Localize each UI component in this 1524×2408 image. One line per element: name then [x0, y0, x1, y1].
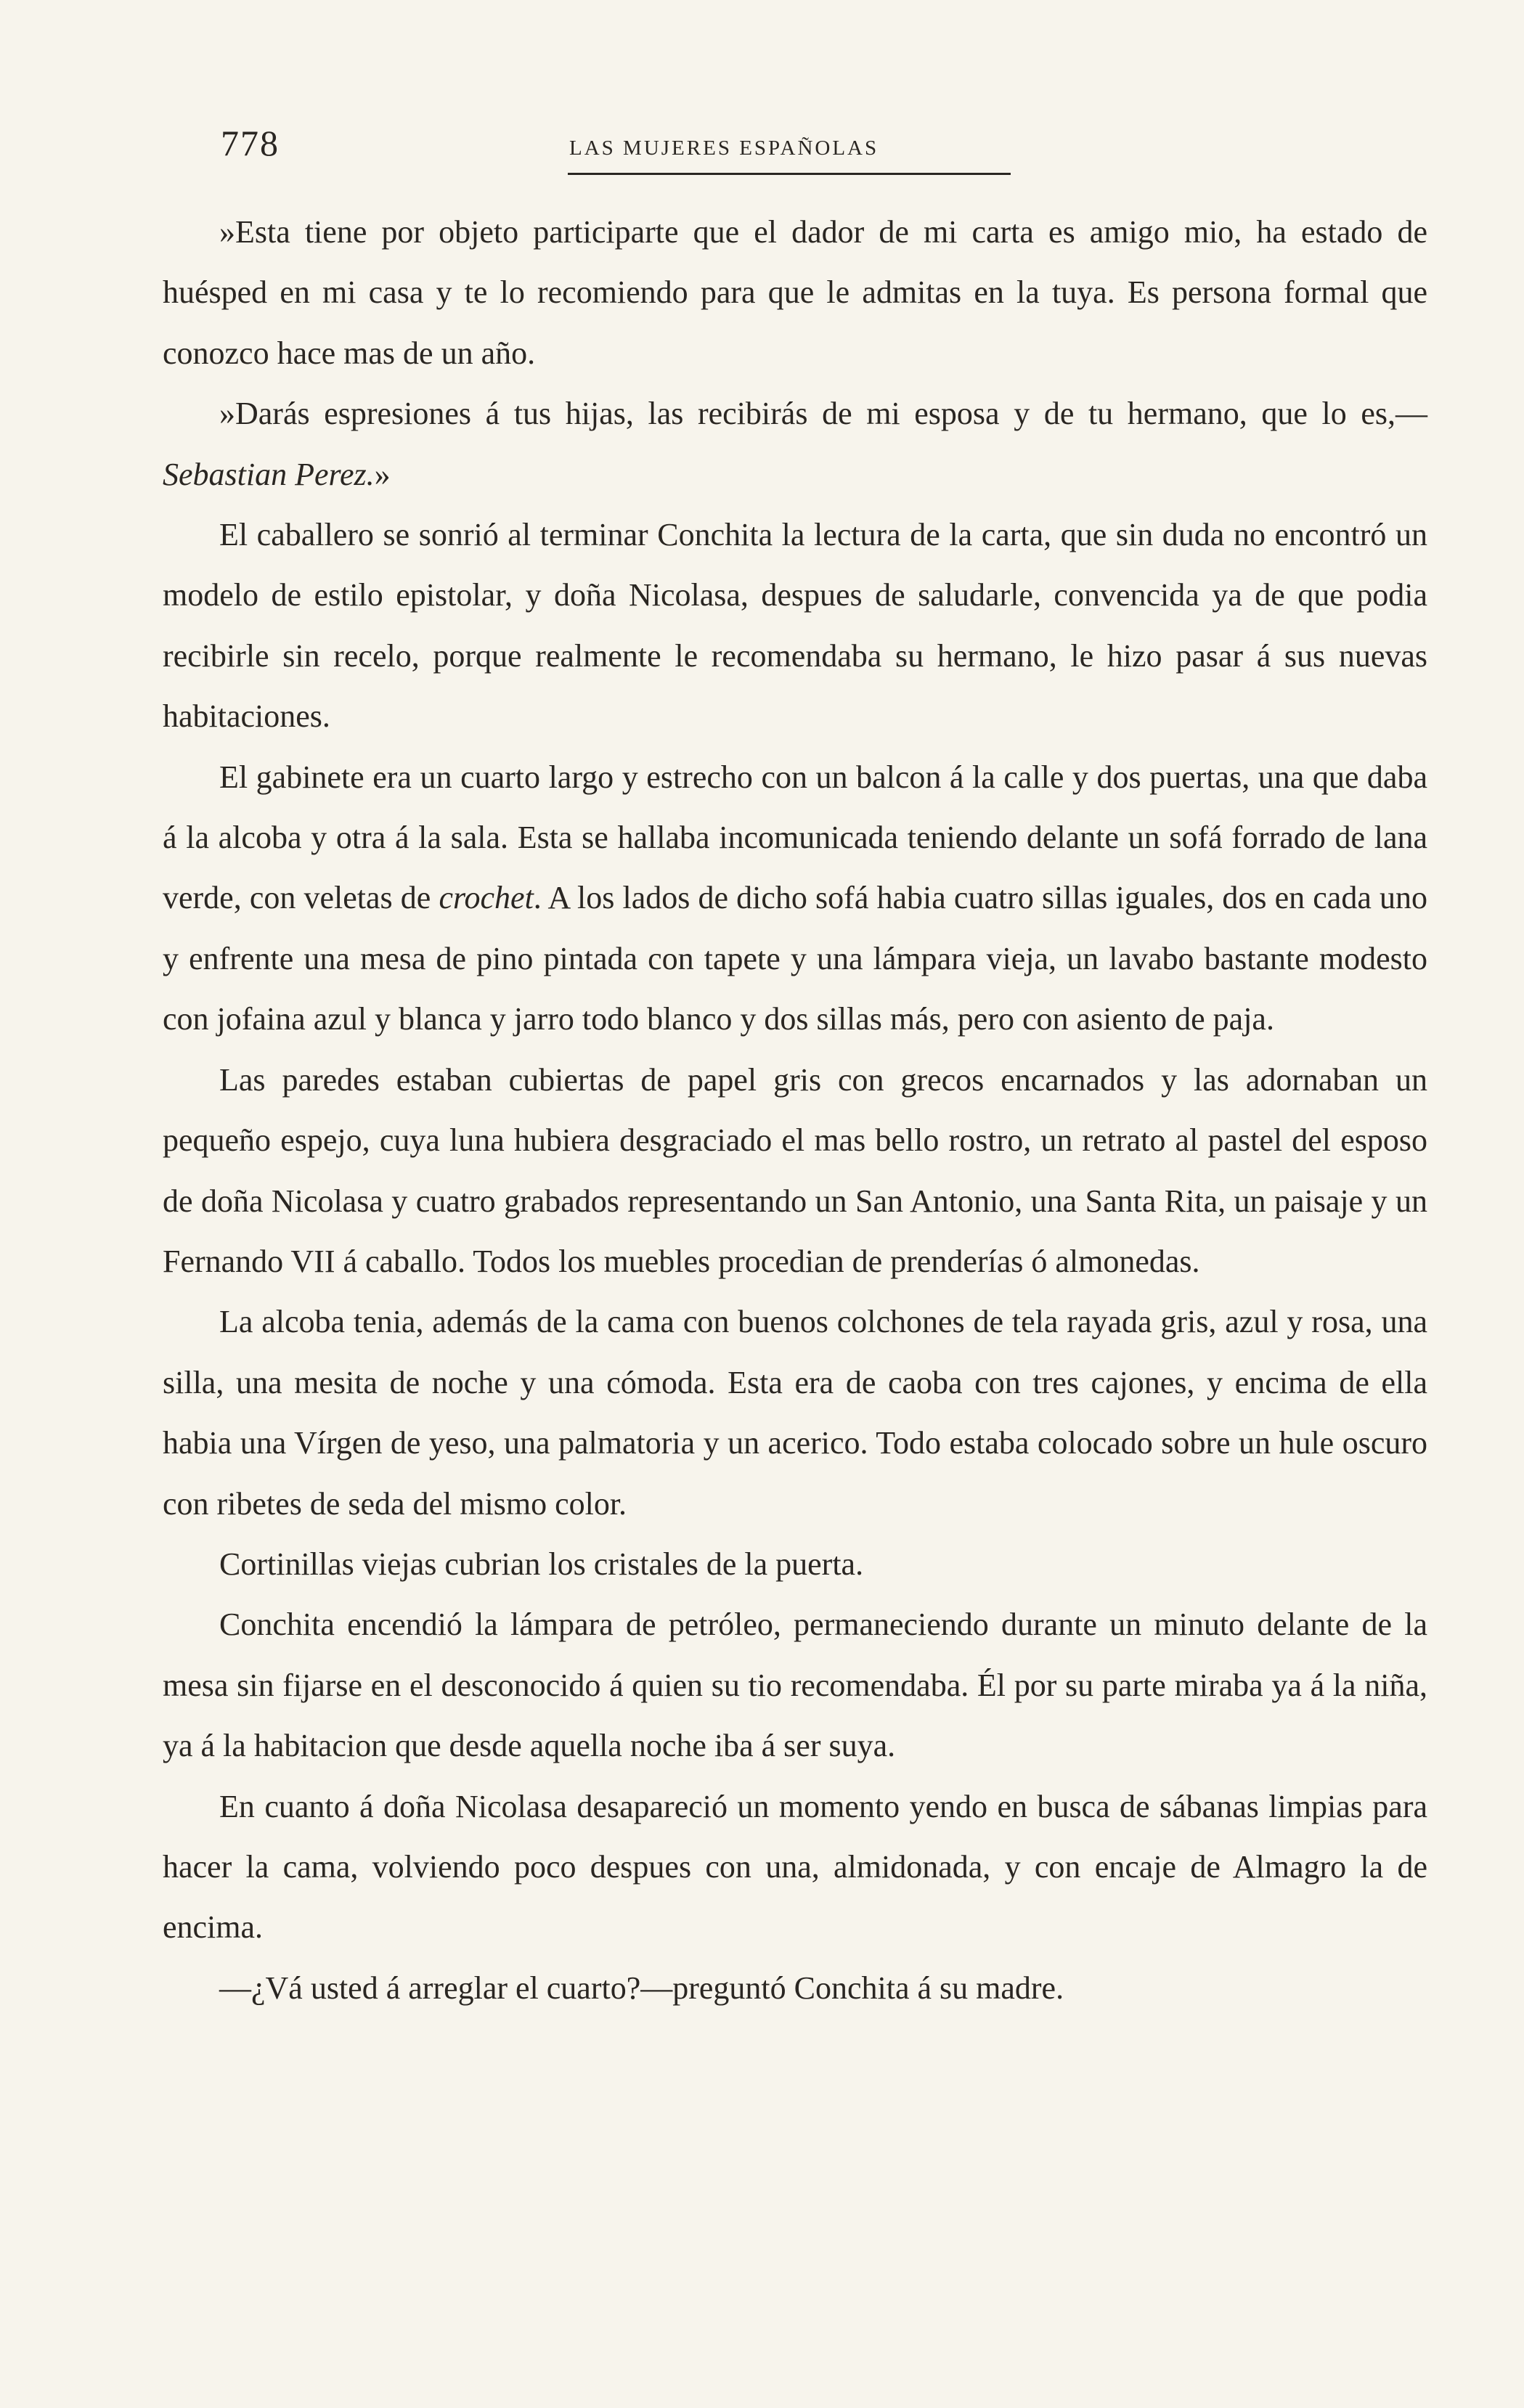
paragraph-2: »Darás espresiones á tus hijas, las recibirás de mi esposa y de tu hermano, que lo es,—Sebastian Perez.» [163, 396, 1427, 492]
header-rule [568, 173, 1011, 175]
paragraph-7: Cortinillas viejas cubrian los cristales de la puerta. [219, 1546, 864, 1582]
paragraph-5: Las paredes estaban cubiertas de papel gris con grecos encarnados y las adornaban un pequeño espejo, cuya luna hubiera desgraciado el mas bello rostro, un retrato al pastel del esposo de doña Nicolasa y cuatro grabados representando un San Antonio, una Santa Rita, un paisaje y un Fernando VII á caballo. Todos los muebles procedian de prenderías ó almonedas. [163, 1061, 1427, 1279]
paragraph-4: El gabinete era un cuarto largo y estrecho con un balcon á la calle y dos puertas, una que daba á la alcoba y otra á la sala. Esta se hallaba incomunicada teniendo delante un sofá forrado de lana verde, con veletas de crochet. A los lados de dicho sofá habia cuatro sillas iguales, dos en cada uno y enfrente una mesa de pino pintada con tapete y una lámpara vieja, un lavabo bastante modesto con jofaina azul y blanca y jarro todo blanco y dos sillas más, pero con asiento de paja. [163, 759, 1427, 1037]
signature: Sebastian Perez. [163, 456, 375, 492]
italic-term: crochet [439, 880, 534, 916]
paragraph-3: El caballero se sonrió al terminar Conchita la lectura de la carta, que sin duda no encontró un modelo de estilo epistolar, y doña Nicolasa, despues de saludarle, convencida ya de que podia recibirle sin recelo, porque realmente le recomendaba su hermano, le hizo pasar á sus nuevas habitaciones. [163, 517, 1427, 735]
running-title: LAS MUJERES ESPAÑOLAS [569, 136, 879, 160]
page-number: 778 [221, 123, 280, 163]
paragraph-8: Conchita encendió la lámpara de petróleo, permaneciendo durante un minuto delante de la mesa sin fijarse en el desconocido á quien su tio recomendaba. Él por su parte miraba ya á la niña, ya á la habitacion que desde aquella noche iba á ser suya. [163, 1607, 1427, 1764]
body-text [163, 202, 1427, 2018]
paragraph-1: »Esta tiene por objeto participarte que el dador de mi carta es amigo mio, ha estado de huésped en mi casa y te lo recomiendo para que le admitas en la tuya. Es persona formal que conozco hace mas de un año. [163, 214, 1427, 371]
paragraph-9: En cuanto á doña Nicolasa desapareció un momento yendo en busca de sábanas limpias para hacer la cama, volviendo poco despues con una, almidonada, y con encaje de Almagro la de encima. [163, 1788, 1427, 1946]
page-header [221, 122, 1303, 173]
paragraph-10: —¿Vá usted á arreglar el cuarto?—preguntó Conchita á su madre. [219, 1970, 1064, 2006]
paragraph-6: La alcoba tenia, además de la cama con buenos colchones de tela rayada gris, azul y rosa, una silla, una mesita de noche y una cómoda. Esta era de caoba con tres cajones, y encima de ella habia una Vírgen de yeso, una palmatoria y un acerico. Todo estaba colocado sobre un hule oscuro con ribetes de seda del mismo color. [163, 1304, 1427, 1522]
